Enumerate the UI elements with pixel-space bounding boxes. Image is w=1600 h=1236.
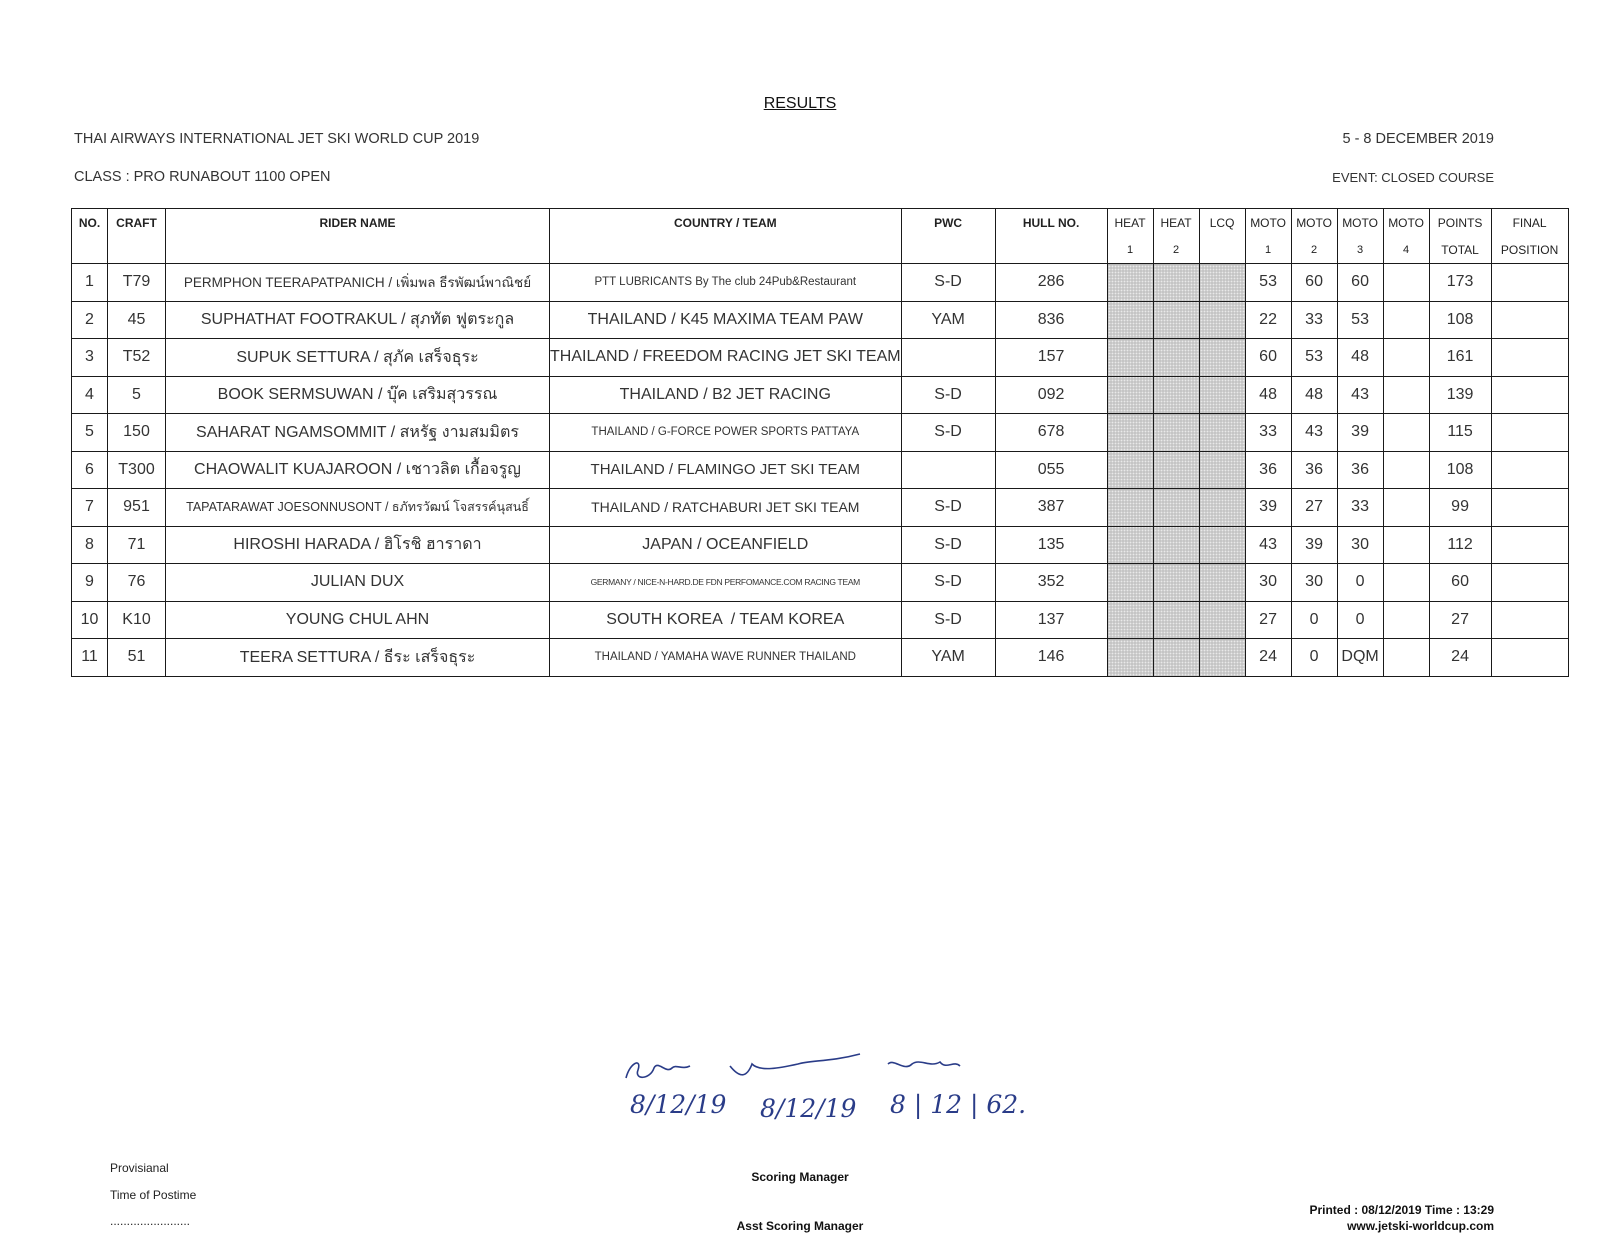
cell-hull-no: 836	[995, 301, 1107, 339]
cell-moto-3: 39	[1337, 414, 1383, 452]
cell-craft: 5	[108, 376, 166, 414]
cell-heat-2	[1153, 601, 1199, 639]
cell-moto-2: 43	[1291, 414, 1337, 452]
col-moto-4-num: 4	[1383, 236, 1429, 264]
cell-moto-3: DQM	[1337, 639, 1383, 677]
cell-country-team: THAILAND / B2 JET RACING	[550, 376, 902, 414]
cell-moto-4	[1383, 339, 1429, 377]
signatures-graphic	[620, 1050, 980, 1090]
asst-scoring-manager-label: Asst Scoring Manager	[736, 1219, 864, 1233]
cell-lcq	[1199, 601, 1245, 639]
cell-heat-2	[1153, 451, 1199, 489]
cell-final-position	[1491, 301, 1568, 339]
cell-lcq	[1199, 414, 1245, 452]
cell-heat-2	[1153, 639, 1199, 677]
col-no: NO.	[72, 209, 108, 237]
cell-lcq	[1199, 451, 1245, 489]
cell-moto-2: 33	[1291, 301, 1337, 339]
cell-lcq	[1199, 489, 1245, 527]
cell-heat-1	[1107, 301, 1153, 339]
col-lcq: LCQ	[1199, 209, 1245, 237]
cell-rider-name: SUPUK SETTURA / สุภัค เสร็จธุระ	[166, 339, 550, 377]
cell-points-total: 173	[1429, 264, 1491, 302]
cell-final-position	[1491, 526, 1568, 564]
cell-heat-2	[1153, 414, 1199, 452]
cell-moto-1: 30	[1245, 564, 1291, 602]
cell-country-team: PTT LUBRICANTS By The club 24Pub&Restaurant	[550, 264, 902, 302]
postime-dots: ........................	[110, 1214, 191, 1228]
cell-moto-2: 39	[1291, 526, 1337, 564]
cell-hull-no: 055	[995, 451, 1107, 489]
signature-date-3: 8 | 12 | 62.	[890, 1090, 1027, 1119]
cell-moto-4	[1383, 639, 1429, 677]
cell-moto-2: 27	[1291, 489, 1337, 527]
cell-country-team: JAPAN / OCEANFIELD	[550, 526, 902, 564]
cell-points-total: 112	[1429, 526, 1491, 564]
col-heat-2: HEAT	[1153, 209, 1199, 237]
cell-rider-name: SUPHATHAT FOOTRAKUL / สุภทัต ฟูตระกูล	[166, 301, 550, 339]
table-row	[72, 264, 1569, 302]
cell-moto-1: 39	[1245, 489, 1291, 527]
cell-craft: 951	[108, 489, 166, 527]
cell-craft: T300	[108, 451, 166, 489]
cell-country-team: THAILAND / K45 MAXIMA TEAM PAW	[550, 301, 902, 339]
cell-moto-1: 24	[1245, 639, 1291, 677]
col-country-team: COUNTRY / TEAM	[550, 209, 902, 237]
cell-hull-no: 678	[995, 414, 1107, 452]
cell-hull-no: 387	[995, 489, 1107, 527]
col-craft: CRAFT	[108, 209, 166, 237]
cell-no: 10	[72, 601, 108, 639]
cell-craft: T79	[108, 264, 166, 302]
cell-moto-3: 36	[1337, 451, 1383, 489]
cell-points-total: 115	[1429, 414, 1491, 452]
cell-rider-name: PERMPHON TEERAPATPANICH / เพิ่มพล ธีรพัฒน์พาณิชย์	[166, 264, 550, 302]
cell-pwc	[901, 339, 995, 377]
website: www.jetski-worldcup.com	[1347, 1219, 1494, 1233]
cell-moto-4	[1383, 526, 1429, 564]
cell-moto-2: 30	[1291, 564, 1337, 602]
cell-rider-name: TAPATARAWAT JOESONNUSONT / ธภัทรวัฒน์ โจสรรค์นุสนธิ์	[166, 489, 550, 527]
cell-pwc: S-D	[901, 601, 995, 639]
time-of-postime-label: Time of Postime	[110, 1188, 197, 1202]
event-dates: 5 - 8 DECEMBER 2019	[1342, 131, 1494, 147]
cell-no: 3	[72, 339, 108, 377]
col-moto-4: MOTO	[1383, 209, 1429, 237]
table-row	[72, 414, 1569, 452]
cell-final-position	[1491, 489, 1568, 527]
cell-heat-2	[1153, 301, 1199, 339]
cell-lcq	[1199, 564, 1245, 602]
cell-country-team: THAILAND / YAMAHA WAVE RUNNER THAILAND	[550, 639, 902, 677]
cell-moto-4	[1383, 376, 1429, 414]
table-row	[72, 526, 1569, 564]
cell-no: 8	[72, 526, 108, 564]
cell-craft: 71	[108, 526, 166, 564]
cell-hull-no: 146	[995, 639, 1107, 677]
cell-heat-1	[1107, 526, 1153, 564]
cell-rider-name: HIROSHI HARADA / ฮิโรชิ ฮาราดา	[166, 526, 550, 564]
cell-final-position	[1491, 339, 1568, 377]
cell-moto-3: 43	[1337, 376, 1383, 414]
cell-final-position	[1491, 451, 1568, 489]
col-total: TOTAL	[1429, 236, 1491, 264]
cell-heat-2	[1153, 339, 1199, 377]
cell-no: 4	[72, 376, 108, 414]
cell-heat-1	[1107, 376, 1153, 414]
cell-country-team: THAILAND / RATCHABURI JET SKI TEAM	[550, 489, 902, 527]
cell-heat-2	[1153, 264, 1199, 302]
table-row	[72, 639, 1569, 677]
cell-points-total: 24	[1429, 639, 1491, 677]
cell-no: 1	[72, 264, 108, 302]
col-heat-1: HEAT	[1107, 209, 1153, 237]
cell-pwc: S-D	[901, 489, 995, 527]
signature-date-2: 8/12/19	[760, 1094, 857, 1123]
cell-hull-no: 157	[995, 339, 1107, 377]
event-type: EVENT: CLOSED COURSE	[1332, 170, 1494, 185]
table-row	[72, 339, 1569, 377]
cell-heat-1	[1107, 601, 1153, 639]
cell-craft: 150	[108, 414, 166, 452]
cell-points-total: 139	[1429, 376, 1491, 414]
col-moto-1: MOTO	[1245, 209, 1291, 237]
signature-date-1: 8/12/19	[630, 1090, 727, 1119]
cell-craft: 45	[108, 301, 166, 339]
col-pwc: PWC	[901, 209, 995, 237]
cell-pwc	[901, 451, 995, 489]
cell-moto-3: 33	[1337, 489, 1383, 527]
cell-heat-1	[1107, 339, 1153, 377]
cell-moto-4	[1383, 414, 1429, 452]
page-title: RESULTS	[763, 95, 837, 112]
col-heat-2-num: 2	[1153, 236, 1199, 264]
cell-no: 7	[72, 489, 108, 527]
table-row	[72, 376, 1569, 414]
cell-moto-1: 53	[1245, 264, 1291, 302]
table-row	[72, 301, 1569, 339]
cell-craft: 51	[108, 639, 166, 677]
cell-final-position	[1491, 601, 1568, 639]
cell-points-total: 108	[1429, 301, 1491, 339]
cell-no: 11	[72, 639, 108, 677]
cell-heat-1	[1107, 489, 1153, 527]
cell-moto-1: 22	[1245, 301, 1291, 339]
cell-no: 2	[72, 301, 108, 339]
cell-pwc: YAM	[901, 301, 995, 339]
race-class: CLASS : PRO RUNABOUT 1100 OPEN	[74, 169, 331, 185]
table-row	[72, 489, 1569, 527]
cell-moto-3: 53	[1337, 301, 1383, 339]
cell-moto-1: 43	[1245, 526, 1291, 564]
cell-rider-name: YOUNG CHUL AHN	[166, 601, 550, 639]
cell-country-team: THAILAND / FLAMINGO JET SKI TEAM	[550, 451, 902, 489]
cell-moto-1: 60	[1245, 339, 1291, 377]
cell-heat-2	[1153, 376, 1199, 414]
cell-heat-1	[1107, 451, 1153, 489]
table-row	[72, 601, 1569, 639]
cell-lcq	[1199, 526, 1245, 564]
cell-moto-1: 33	[1245, 414, 1291, 452]
event-name: THAI AIRWAYS INTERNATIONAL JET SKI WORLD CUP 2019	[74, 131, 480, 147]
cell-hull-no: 137	[995, 601, 1107, 639]
cell-moto-4	[1383, 264, 1429, 302]
cell-moto-2: 53	[1291, 339, 1337, 377]
cell-moto-4	[1383, 451, 1429, 489]
cell-no: 5	[72, 414, 108, 452]
col-moto-1-num: 1	[1245, 236, 1291, 264]
cell-moto-3: 0	[1337, 601, 1383, 639]
cell-heat-1	[1107, 414, 1153, 452]
cell-country-team: GERMANY / NICE-N-HARD.DE FDN PERFOMANCE.COM RACING TEAM	[550, 564, 902, 602]
cell-final-position	[1491, 414, 1568, 452]
cell-lcq	[1199, 264, 1245, 302]
table-row	[72, 564, 1569, 602]
cell-pwc: S-D	[901, 564, 995, 602]
cell-hull-no: 092	[995, 376, 1107, 414]
cell-country-team: THAILAND / G-FORCE POWER SPORTS PATTAYA	[550, 414, 902, 452]
cell-moto-2: 36	[1291, 451, 1337, 489]
cell-pwc: S-D	[901, 414, 995, 452]
cell-rider-name: BOOK SERMSUWAN / บุ๊ค เสริมสุวรรณ	[166, 376, 550, 414]
cell-craft: T52	[108, 339, 166, 377]
results-table	[71, 208, 1569, 677]
cell-heat-2	[1153, 489, 1199, 527]
cell-craft: 76	[108, 564, 166, 602]
cell-hull-no: 135	[995, 526, 1107, 564]
cell-heat-1	[1107, 639, 1153, 677]
cell-moto-3: 30	[1337, 526, 1383, 564]
cell-moto-2: 0	[1291, 601, 1337, 639]
cell-country-team: SOUTH KOREA / TEAM KOREA	[550, 601, 902, 639]
cell-heat-1	[1107, 564, 1153, 602]
col-heat-1-num: 1	[1107, 236, 1153, 264]
col-final: FINAL	[1491, 209, 1568, 237]
cell-rider-name: TEERA SETTURA / ธีระ เสร็จธุระ	[166, 639, 550, 677]
cell-final-position	[1491, 639, 1568, 677]
cell-rider-name: JULIAN DUX	[166, 564, 550, 602]
cell-points-total: 99	[1429, 489, 1491, 527]
cell-heat-1	[1107, 264, 1153, 302]
cell-moto-3: 60	[1337, 264, 1383, 302]
col-position: POSITION	[1491, 236, 1568, 264]
col-moto-2: MOTO	[1291, 209, 1337, 237]
cell-country-team: THAILAND / FREEDOM RACING JET SKI TEAM	[550, 339, 902, 377]
cell-rider-name: SAHARAT NGAMSOMMIT / สหรัฐ งามสมมิตร	[166, 414, 550, 452]
cell-no: 6	[72, 451, 108, 489]
cell-moto-4	[1383, 601, 1429, 639]
provisional-label: Provisianal	[110, 1161, 169, 1175]
cell-lcq	[1199, 301, 1245, 339]
col-hull-no: HULL NO.	[995, 209, 1107, 237]
cell-moto-1: 48	[1245, 376, 1291, 414]
cell-points-total: 27	[1429, 601, 1491, 639]
col-moto-2-num: 2	[1291, 236, 1337, 264]
cell-no: 9	[72, 564, 108, 602]
cell-hull-no: 352	[995, 564, 1107, 602]
cell-final-position	[1491, 564, 1568, 602]
cell-moto-2: 0	[1291, 639, 1337, 677]
cell-pwc: S-D	[901, 526, 995, 564]
cell-craft: K10	[108, 601, 166, 639]
cell-final-position	[1491, 264, 1568, 302]
cell-lcq	[1199, 339, 1245, 377]
cell-pwc: YAM	[901, 639, 995, 677]
cell-moto-2: 48	[1291, 376, 1337, 414]
cell-moto-4	[1383, 301, 1429, 339]
cell-rider-name: CHAOWALIT KUAJAROON / เชาวลิต เกื้อจรูญ	[166, 451, 550, 489]
scoring-manager-label: Scoring Manager	[751, 1170, 849, 1184]
cell-hull-no: 286	[995, 264, 1107, 302]
cell-heat-2	[1153, 526, 1199, 564]
cell-points-total: 108	[1429, 451, 1491, 489]
col-moto-3: MOTO	[1337, 209, 1383, 237]
col-rider-name: RIDER NAME	[166, 209, 550, 237]
cell-moto-3: 48	[1337, 339, 1383, 377]
cell-moto-3: 0	[1337, 564, 1383, 602]
cell-lcq	[1199, 376, 1245, 414]
cell-points-total: 60	[1429, 564, 1491, 602]
cell-pwc: S-D	[901, 376, 995, 414]
cell-moto-2: 60	[1291, 264, 1337, 302]
cell-moto-1: 36	[1245, 451, 1291, 489]
table-row	[72, 451, 1569, 489]
cell-points-total: 161	[1429, 339, 1491, 377]
cell-lcq	[1199, 639, 1245, 677]
col-moto-3-num: 3	[1337, 236, 1383, 264]
cell-pwc: S-D	[901, 264, 995, 302]
col-points: POINTS	[1429, 209, 1491, 237]
cell-moto-4	[1383, 489, 1429, 527]
cell-heat-2	[1153, 564, 1199, 602]
cell-moto-4	[1383, 564, 1429, 602]
printed-timestamp: Printed : 08/12/2019 Time : 13:29	[1309, 1203, 1494, 1217]
cell-final-position	[1491, 376, 1568, 414]
cell-moto-1: 27	[1245, 601, 1291, 639]
